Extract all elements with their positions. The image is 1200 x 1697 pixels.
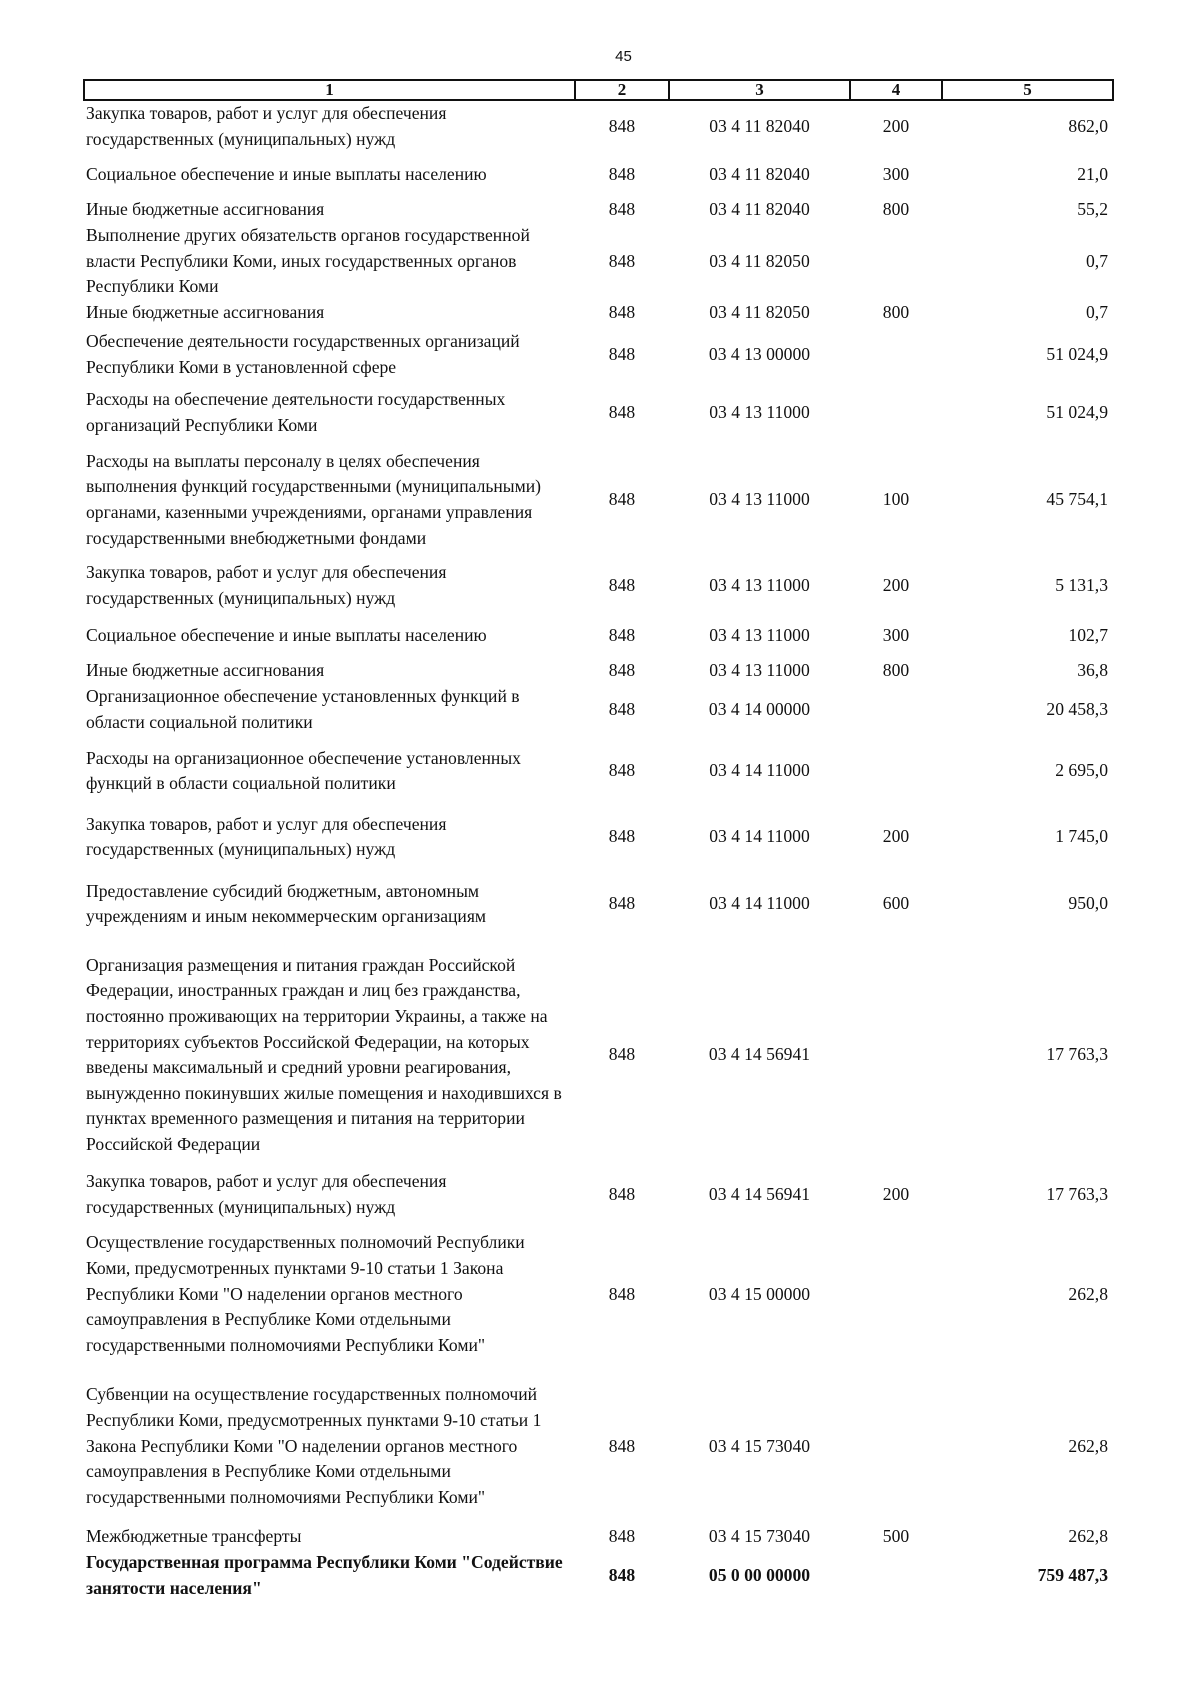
cell-ga: 848 — [608, 760, 636, 781]
cell-sum: 262,8 — [1068, 1283, 1108, 1304]
cell-csr: 03 4 11 82040 — [709, 115, 810, 136]
cell-csr: 03 4 15 73040 — [708, 1526, 811, 1547]
cell-name: Социальное обеспечение и иные выплаты населению — [86, 625, 487, 646]
cell-sum: 0,7 — [1086, 250, 1108, 271]
cell-ga: 848 — [608, 1526, 636, 1547]
cell-sum: 17 763,3 — [1046, 1183, 1108, 1204]
cell-csr: 05 0 00 00000 — [708, 1564, 811, 1585]
cell-vr: 200 — [882, 826, 910, 847]
cell-vr — [850, 326, 942, 384]
cell-csr: 03 4 13 11000 — [709, 489, 810, 510]
cell-name: Обеспечение деятельности государственных организаций Республики Коми в установленной сфере — [86, 331, 520, 377]
cell-csr: 03 4 11 82050 — [709, 250, 810, 271]
table-row — [84, 1220, 1113, 1368]
cell-name: Социальное обеспечение и иные выплаты населению — [86, 163, 487, 184]
table-row — [84, 326, 1113, 384]
cell-ga: 848 — [608, 826, 636, 847]
table-row — [84, 100, 1113, 152]
table-row — [84, 1524, 1113, 1550]
page-number: 45 — [615, 48, 632, 65]
cell-vr — [850, 1550, 942, 1601]
cell-csr: 03 4 13 11000 — [709, 402, 810, 423]
cell-vr: 200 — [882, 1183, 910, 1204]
cell-sum: 51 024,9 — [1046, 402, 1108, 423]
cell-csr: 03 4 13 11000 — [709, 575, 810, 596]
cell-name: Организационное обеспечение установленных функций в области социальной политики — [86, 685, 520, 732]
cell-ga: 848 — [608, 1435, 636, 1456]
table-row — [84, 223, 1113, 300]
cell-sum: 20 458,3 — [1046, 698, 1108, 719]
cell-vr: 800 — [882, 302, 910, 323]
cell-name: Закупка товаров, работ и услуг для обеспечения государственных (муниципальных) нужд — [86, 562, 447, 608]
table-row — [84, 152, 1113, 197]
cell-sum: 45 754,1 — [1046, 489, 1108, 510]
cell-vr: 800 — [882, 199, 910, 220]
cell-vr — [850, 941, 942, 1169]
table-row — [84, 1550, 1113, 1601]
cell-name: Расходы на организационное обеспечение установленных функций в области социальной политики — [86, 747, 521, 794]
cell-ga: 848 — [608, 575, 636, 596]
table-row — [84, 197, 1113, 223]
table-row — [84, 1169, 1113, 1220]
cell-name: Организация размещения и питания граждан Российской Федерации, иностранных граждан и лиц без гражданства, постоянно проживающих на территории Украины, а также на территориях субъектов Российской Федерации, на которых введены максимальный и средний уровни реагирования, вынужденно покинувших жилые помещения и находившихся в пунктах временного размещения и питания на территории Российской Федерации — [86, 954, 562, 1154]
cell-sum: 5 131,3 — [1055, 575, 1108, 596]
header-col-csr: 3 — [669, 80, 850, 100]
cell-name: Государственная программа Республики Коми "Содействие занятости населения" — [86, 1551, 563, 1598]
cell-ga: 848 — [608, 698, 636, 719]
header-col-name: 1 — [84, 80, 575, 100]
header-col-sum: 5 — [942, 80, 1113, 100]
cell-sum: 36,8 — [1077, 660, 1108, 681]
cell-sum: 1 745,0 — [1055, 826, 1108, 847]
table-row — [84, 658, 1113, 684]
cell-ga: 848 — [608, 1044, 636, 1065]
cell-vr: 300 — [882, 163, 910, 184]
cell-sum: 0,7 — [1086, 302, 1108, 323]
cell-csr: 03 4 14 11000 — [709, 893, 810, 914]
cell-name: Иные бюджетные ассигнования — [86, 660, 325, 681]
cell-sum: 262,8 — [1068, 1526, 1108, 1547]
cell-name: Иные бюджетные ассигнования — [86, 302, 325, 323]
cell-vr: 600 — [882, 893, 910, 914]
cell-ga: 848 — [608, 1183, 636, 1204]
header-col-ga: 2 — [575, 80, 669, 100]
cell-name: Закупка товаров, работ и услуг для обеспечения государственных (муниципальных) нужд — [86, 813, 447, 860]
cell-name: Межбюджетные трансферты — [86, 1526, 302, 1547]
cell-sum: 2 695,0 — [1055, 760, 1108, 781]
table-row — [84, 614, 1113, 658]
cell-ga: 848 — [608, 489, 636, 510]
header-col-vr: 4 — [850, 80, 942, 100]
table-header — [84, 80, 1113, 100]
cell-name: Расходы на обеспечение деятельности государственных организаций Республики Коми — [86, 389, 506, 435]
cell-ga: 848 — [608, 893, 636, 914]
cell-csr: 03 4 14 56941 — [708, 1044, 811, 1065]
cell-ga: 848 — [608, 302, 636, 323]
cell-sum: 51 024,9 — [1046, 344, 1108, 365]
cell-vr: 200 — [882, 575, 910, 596]
cell-csr: 03 4 13 11000 — [709, 625, 810, 646]
cell-csr: 03 4 14 00000 — [708, 698, 811, 719]
cell-ga: 848 — [608, 199, 636, 220]
cell-vr — [850, 223, 942, 300]
table-row — [84, 684, 1113, 735]
cell-sum: 759 487,3 — [1037, 1564, 1108, 1585]
cell-vr: 300 — [882, 625, 910, 646]
cell-ga: 848 — [608, 660, 636, 681]
cell-csr: 03 4 11 82050 — [709, 302, 810, 323]
cell-sum: 21,0 — [1077, 163, 1108, 184]
cell-ga: 848 — [608, 1564, 636, 1585]
table-row — [84, 941, 1113, 1169]
table-row — [84, 735, 1113, 807]
cell-vr: 500 — [882, 1526, 910, 1547]
cell-csr: 03 4 14 56941 — [708, 1183, 811, 1204]
cell-vr: 100 — [882, 489, 910, 510]
budget-table — [83, 79, 1114, 1601]
table-row — [84, 384, 1113, 442]
cell-sum: 102,7 — [1068, 625, 1108, 646]
table-body — [84, 100, 1113, 1601]
cell-ga: 848 — [608, 344, 636, 365]
cell-ga: 848 — [608, 250, 636, 271]
table-row — [84, 558, 1113, 614]
cell-vr: 800 — [882, 660, 910, 681]
table-row — [84, 807, 1113, 867]
cell-name: Субвенции на осуществление государственных полномочий Республики Коми, предусмотренных пунктами 9-10 статьи 1 Закона Республики Коми "О наделении органов местного самоуправления в Республике Коми отдельными государственными полномочиями Республики Коми" — [86, 1384, 542, 1507]
cell-sum: 862,0 — [1068, 115, 1108, 136]
cell-ga: 848 — [608, 1283, 636, 1304]
cell-name: Закупка товаров, работ и услуг для обеспечения государственных (муниципальных) нужд — [86, 103, 447, 149]
cell-vr — [850, 735, 942, 807]
table-row — [84, 1368, 1113, 1524]
cell-vr — [850, 1220, 942, 1368]
cell-name: Иные бюджетные ассигнования — [86, 199, 325, 220]
header-row — [84, 80, 1113, 100]
cell-csr: 03 4 15 00000 — [708, 1283, 811, 1304]
cell-csr: 03 4 11 82040 — [709, 199, 810, 220]
table-row — [84, 867, 1113, 941]
cell-name: Закупка товаров, работ и услуг для обеспечения государственных (муниципальных) нужд — [86, 1171, 447, 1217]
cell-name: Предоставление субсидий бюджетным, автономным учреждениям и иным некоммерческим организациям — [86, 880, 487, 927]
table-row — [84, 300, 1113, 326]
cell-name: Выполнение других обязательств органов государственной власти Республики Коми, иных государственных органов Республики Коми — [86, 225, 530, 297]
cell-vr — [850, 1368, 942, 1524]
cell-sum: 262,8 — [1068, 1435, 1108, 1456]
cell-csr: 03 4 14 11000 — [709, 760, 810, 781]
cell-name: Расходы на выплаты персоналу в целях обеспечения выполнения функций государственными (муниципальными) органами, казенными учреждениями, органами управления государственными внебюджетными фондами — [86, 450, 542, 548]
cell-sum: 950,0 — [1068, 893, 1108, 914]
cell-vr — [850, 384, 942, 442]
cell-sum: 17 763,3 — [1046, 1044, 1108, 1065]
cell-name: Осуществление государственных полномочий Республики Коми, предусмотренных пунктами 9-10 статьи 1 Закона Республики Коми "О наделении органов местного самоуправления в Республике Коми отдельными государственными полномочиями Республики Коми" — [86, 1232, 525, 1355]
cell-sum: 55,2 — [1077, 199, 1108, 220]
cell-csr: 03 4 13 00000 — [708, 344, 811, 365]
cell-ga: 848 — [608, 115, 636, 136]
cell-ga: 848 — [608, 625, 636, 646]
table-row — [84, 442, 1113, 558]
cell-vr: 200 — [882, 115, 910, 136]
cell-csr: 03 4 13 11000 — [709, 660, 810, 681]
cell-ga: 848 — [608, 402, 636, 423]
cell-csr: 03 4 11 82040 — [709, 163, 810, 184]
cell-vr — [850, 684, 942, 735]
cell-ga: 848 — [608, 163, 636, 184]
cell-csr: 03 4 14 11000 — [709, 826, 810, 847]
cell-csr: 03 4 15 73040 — [708, 1435, 811, 1456]
